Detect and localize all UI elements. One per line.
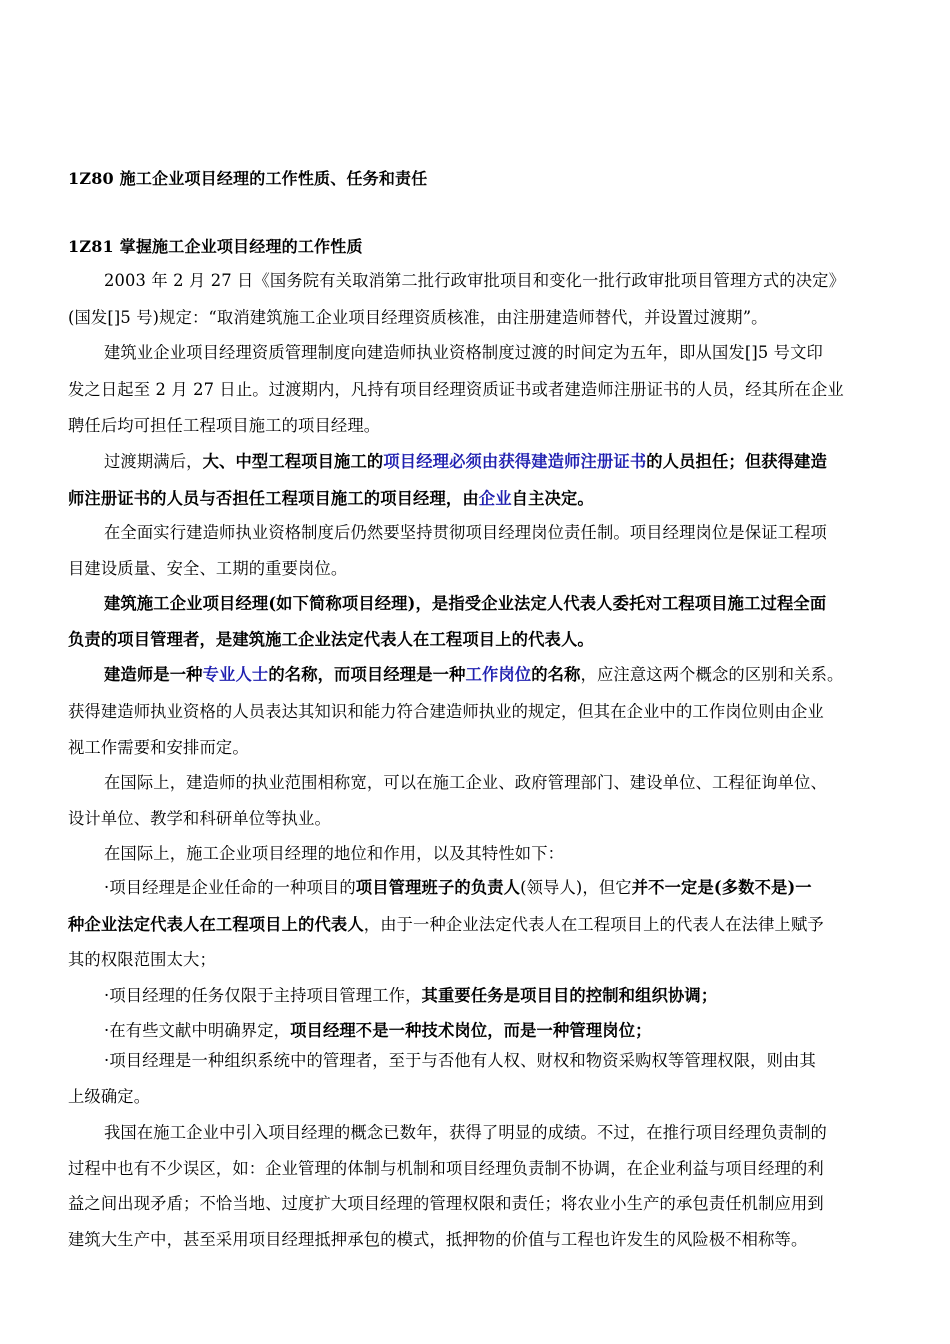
text-run: ，由于一种企业法定代表人在工程项目上的代表人在法律上赋予	[363, 915, 824, 934]
section-heading-1z80: 1Z80 施工企业项目经理的工作性质、任务和责任	[68, 169, 428, 188]
bold-text: 大、中型工程项目施工的	[202, 452, 384, 471]
bold-text: 项目经理不是一种技术岗位，而是一种管理岗位；	[290, 1021, 652, 1040]
bold-text: 种企业法定代表人在工程项目上的代表人	[68, 915, 364, 934]
paragraph-line: 益之间出现矛盾；不恰当地、过度扩大项目经理的管理权限和责任；将农业小生产的承包责任机制应用到	[68, 1194, 824, 1213]
highlight-text: 专业人士	[202, 665, 269, 684]
bold-text: 的名称	[531, 665, 581, 684]
bold-text: 的人员担任；但获得建造	[646, 452, 827, 471]
text-run: ·项目经理是企业任命的一种项目的	[104, 878, 356, 897]
text-run: 过渡期满后，	[104, 452, 203, 471]
paragraph-line: 发之日起至 2 月 27 日止。过渡期内，凡持有项目经理资质证书或者建造师注册证书的人员，经其所在企业	[68, 380, 844, 399]
paragraph-line: (国发[]5 号)规定：“取消建筑施工企业项目经理资质核准，由注册建造师替代，并设置过渡期”。	[68, 308, 768, 327]
text-run: ·项目经理的任务仅限于主持项目管理工作，	[104, 986, 422, 1005]
bold-text: 并不一定是(多数不是)一	[631, 878, 812, 897]
paragraph-line: 在国际上，建造师的执业范围相称宽，可以在施工企业、政府管理部门、建设单位、工程征询单位、	[104, 773, 827, 792]
highlight-text: 企业	[478, 489, 512, 508]
paragraph-line: 建筑施工企业项目经理(如下简称项目经理)，是指受企业法定人代表人委托对工程项目施工过程全面	[104, 594, 827, 613]
paragraph-line: 获得建造师执业资格的人员表达其知识和能力符合建造师执业的规定，但其在企业中的工作岗位则由企业	[68, 702, 824, 721]
highlight-text: 项目经理必须由获得建造师注册证书	[383, 452, 647, 471]
text-run: ·在有些文献中明确界定，	[104, 1021, 291, 1040]
bullet-item	[104, 874, 812, 898]
paragraph-line	[104, 448, 827, 472]
paragraph-line	[68, 911, 824, 935]
bold-text: 建造师是一种	[104, 665, 203, 684]
paragraph-line: 我国在施工企业中引入项目经理的概念已数年，获得了明显的成绩。不过，在推行项目经理负责制的	[104, 1123, 827, 1142]
section-heading-1z81: 1Z81 掌握施工企业项目经理的工作性质	[68, 237, 363, 256]
paragraph-line: 建筑业企业项目经理资质管理制度向建造师执业资格制度过渡的时间定为五年，即从国发[]5 号文印	[104, 343, 823, 362]
paragraph-line: 在国际上，施工企业项目经理的地位和作用，以及其特性如下：	[104, 844, 565, 863]
paragraph-line: 建筑大生产中，甚至采用项目经理抵押承包的模式，抵押物的价值与工程也许发生的风险极不相称等。	[68, 1230, 808, 1249]
paragraph-line	[104, 661, 843, 685]
paragraph-line: 视工作需要和安排而定。	[68, 738, 249, 757]
bold-text: 项目管理班子的负责人	[355, 878, 521, 897]
text-run: ，应注意这两个概念的区别和关系。	[580, 665, 844, 684]
bullet-item	[104, 982, 717, 1006]
paragraph-line: 聘任后均可担任工程项目施工的项目经理。	[68, 416, 381, 435]
bullet-item	[104, 1017, 652, 1041]
paragraph-line: 过程中也有不少误区，如：企业管理的体制与机制和项目经理负责制不协调，在企业利益与项目经理的利	[68, 1159, 824, 1178]
text-run: (领导人)，但它	[520, 878, 632, 897]
paragraph-line: 其的权限范围太大；	[68, 950, 216, 969]
paragraph-line: 上级确定。	[68, 1087, 151, 1106]
highlight-text: 工作岗位	[465, 665, 532, 684]
bold-text: 的名称，而项目经理是一种	[268, 665, 466, 684]
bold-text: 自主决定。	[511, 489, 594, 508]
bullet-item: ·项目经理是一种组织系统中的管理者，至于与否他有人权、财权和物资采购权等管理权限，则由其	[104, 1051, 816, 1070]
bold-text: 其重要任务是项目目的控制和组织协调；	[421, 986, 718, 1005]
paragraph-line: 2003 年 2 月 27 日《国务院有关取消第二批行政审批项目和变化一批行政审批项目管理方式的决定》	[104, 271, 846, 290]
bold-text: 师注册证书的人员与否担任工程项目施工的项目经理，由	[68, 489, 479, 508]
paragraph-line: 设计单位、教学和科研单位等执业。	[68, 809, 331, 828]
paragraph-line: 目建设质量、安全、工期的重要岗位。	[68, 559, 348, 578]
paragraph-line: 负责的项目管理者，是建筑施工企业法定代表人在工程项目上的代表人。	[68, 630, 594, 649]
paragraph-line	[68, 485, 594, 509]
paragraph-line: 在全面实行建造师执业资格制度后仍然要坚持贯彻项目经理岗位责任制。项目经理岗位是保证工程项	[104, 523, 827, 542]
